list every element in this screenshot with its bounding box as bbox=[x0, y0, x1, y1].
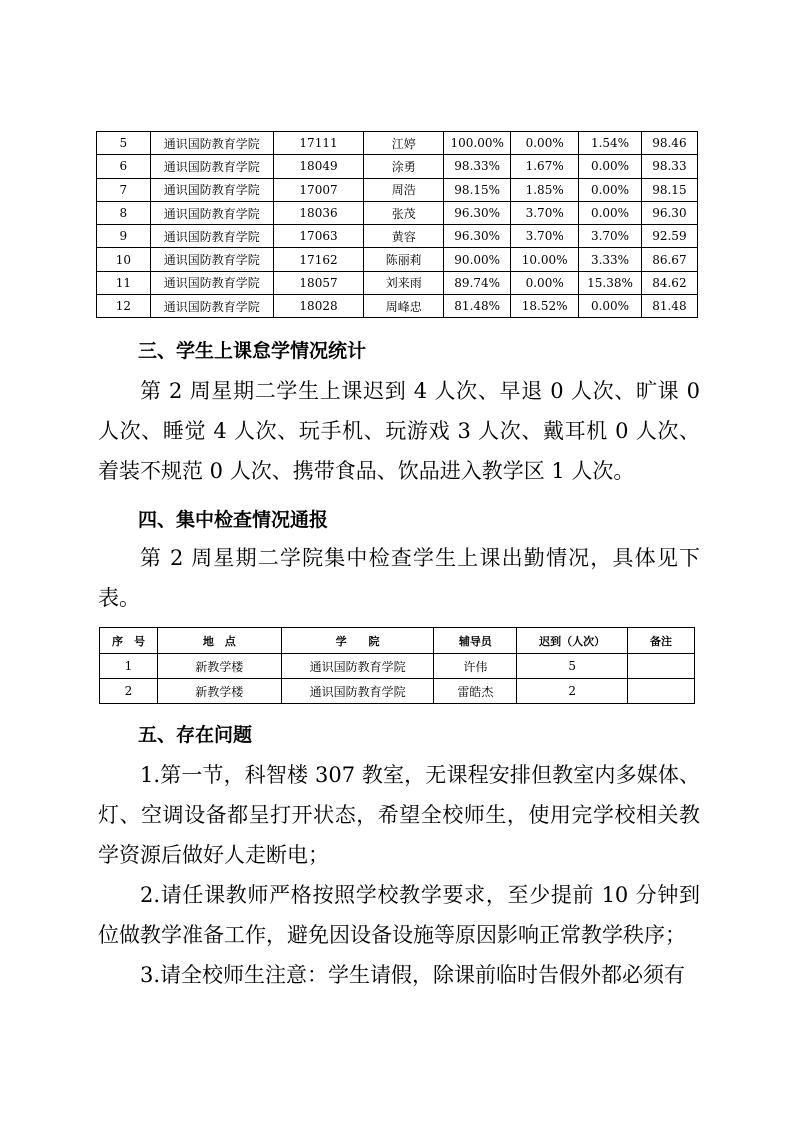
table-row: 9 通识国防教育学院 17063 黄容 96.30% 3.70% 3.70% 92.59 bbox=[97, 225, 698, 248]
table-row: 11 通识国防教育学院 18057 刘来雨 89.74% 0.00% 15.38% 84.62 bbox=[97, 271, 698, 294]
section-4-heading: 四、集中检查情况通报 bbox=[138, 509, 329, 531]
table-row: 2 新教学楼 通识国防教育学院 雷皓杰 2 bbox=[100, 679, 695, 704]
table-row: 6 通识国防教育学院 18049 涂勇 98.33% 1.67% 0.00% 98.33 bbox=[97, 155, 698, 178]
section-5-heading: 五、存在问题 bbox=[138, 724, 253, 746]
column-header: 迟到（人次） bbox=[517, 628, 628, 654]
section-3-paragraph: 第 2 周星期二学生上课迟到 4 人次、早退 0 人次、旷课 0 人次、睡觉 4 人次、玩手机、玩游戏 3 人次、戴耳机 0 人次、着装不规范 0 人次、携带食品、饮品进入教学区 1 人次。 bbox=[98, 379, 700, 483]
table-row: 1 新教学楼 通识国防教育学院 许伟 5 bbox=[100, 654, 695, 679]
attendance-ranking-table bbox=[96, 131, 698, 318]
inspection-table bbox=[99, 627, 695, 704]
column-header: 辅导员 bbox=[434, 628, 517, 654]
table-row: 8 通识国防教育学院 18036 张茂 96.30% 3.70% 0.00% 96.30 bbox=[97, 201, 698, 224]
section-5-item-1: 1.第一节，科智楼 307 教室，无课程安排但教室内多媒体、灯、空调设备都呈打开状态，希望全校师生，使用完学校相关教学资源后做好人走断电； bbox=[98, 763, 700, 867]
section-5-item-3: 3.请全校师生注意：学生请假，除课前临时告假外都必须有 bbox=[140, 963, 686, 987]
table-row: 12 通识国防教育学院 18028 周峰忠 81.48% 18.52% 0.00% 81.48 bbox=[97, 295, 698, 318]
column-header: 序 号 bbox=[100, 628, 158, 654]
column-header: 地 点 bbox=[157, 628, 281, 654]
table-header-row bbox=[100, 628, 695, 654]
column-header: 备注 bbox=[628, 628, 695, 654]
section-5-item-2: 2.请任课教师严格按照学校教学要求，至少提前 10 分钟到位做教学准备工作，避免因设备设施等原因影响正常教学秩序； bbox=[98, 883, 700, 947]
column-header: 学 院 bbox=[281, 628, 434, 654]
table-row: 5 通识国防教育学院 17111 江婷 100.00% 0.00% 1.54% 98.46 bbox=[97, 132, 698, 155]
table-row: 7 通识国防教育学院 17007 周浩 98.15% 1.85% 0.00% 98.15 bbox=[97, 178, 698, 201]
table-row: 10 通识国防教育学院 17162 陈丽莉 90.00% 10.00% 3.33% 86.67 bbox=[97, 248, 698, 271]
section-3-heading: 三、学生上课怠学情况统计 bbox=[138, 340, 367, 362]
section-4-paragraph: 第 2 周星期二学院集中检查学生上课出勤情况，具体见下表。 bbox=[98, 546, 700, 610]
